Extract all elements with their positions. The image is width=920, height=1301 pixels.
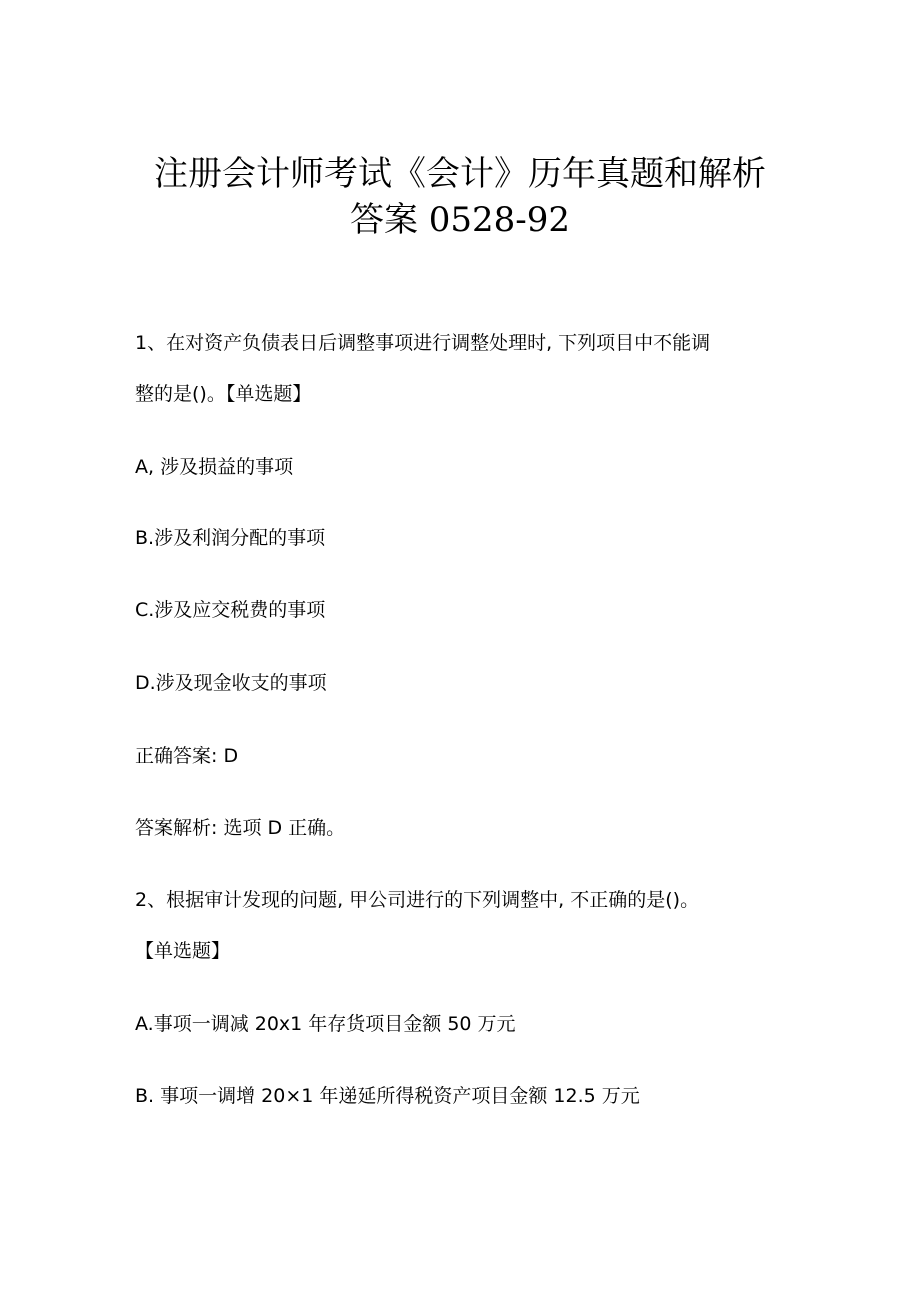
question-2-stem-line2: 【单选题】 xyxy=(135,940,231,962)
question-1-analysis: 答案解析: 选项 D 正确。 xyxy=(135,817,346,839)
question-1-option-d: D.涉及现金收支的事项 xyxy=(135,672,327,694)
document-title-line2: 答案 0528-92 xyxy=(349,200,571,240)
question-2-option-b: B. 事项一调增 20×1 年递延所得税资产项目金额 12.5 万元 xyxy=(135,1085,640,1107)
question-1-option-b: B.涉及利润分配的事项 xyxy=(135,527,326,549)
question-1-option-a: A, 涉及损益的事项 xyxy=(135,456,294,478)
question-1-stem-line1: 1、在对资产负债表日后调整事项进行调整处理时, 下列项目中不能调 xyxy=(135,332,711,354)
document-title-line1: 注册会计师考试《会计》历年真题和解析 xyxy=(154,154,766,194)
question-1-answer: 正确答案: D xyxy=(135,745,239,767)
question-2-option-a: A.事项一调减 20x1 年存货项目金额 50 万元 xyxy=(135,1013,516,1035)
question-2-stem-line1: 2、根据审计发现的问题, 甲公司进行的下列调整中, 不正确的是()。 xyxy=(135,889,700,911)
question-1-stem-line2: 整的是()。【单选题】 xyxy=(135,383,312,405)
question-1-option-c: C.涉及应交税费的事项 xyxy=(135,599,326,621)
